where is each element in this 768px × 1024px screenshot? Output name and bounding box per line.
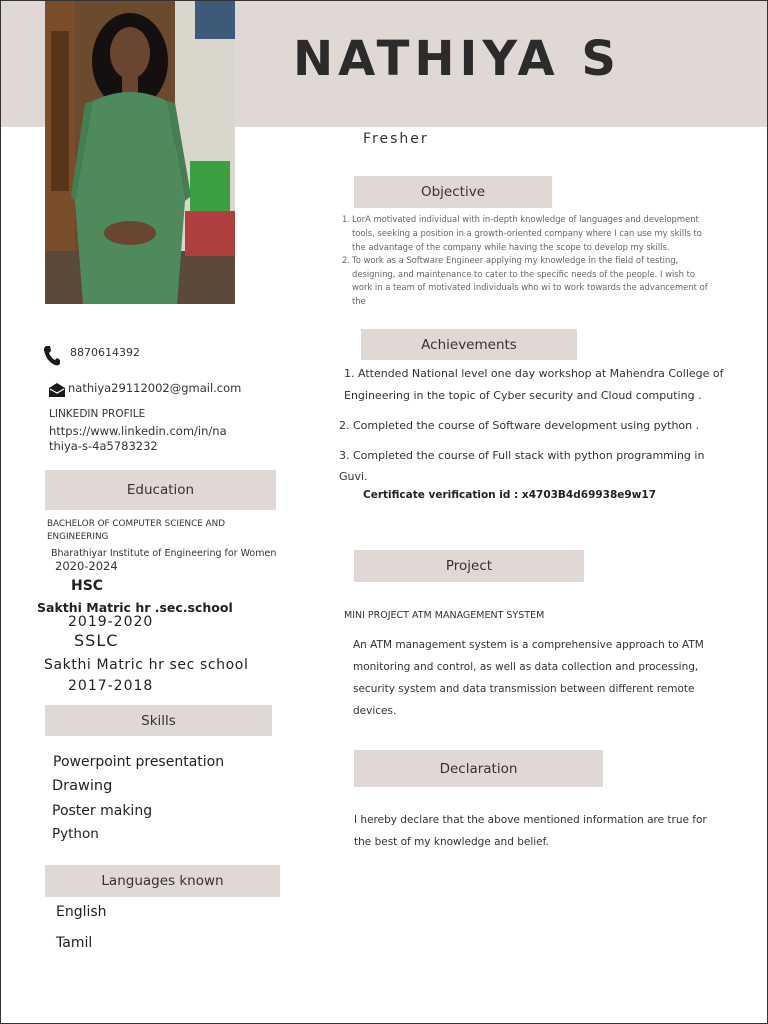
language-item: English [56,904,107,920]
objective-item1-line3: the advantage of the company while having the scope to develop my skills. [352,242,670,252]
project-heading: Project [354,550,584,582]
skill-item: Python [52,826,99,842]
hsc-years: 2019-2020 [68,614,154,630]
sslc-label: SSLC [74,631,119,650]
objective-item1-line1: LorA motivated individual with in-depth knowledge of languages and development [352,214,699,224]
project-title: MINI PROJECT ATM MANAGEMENT SYSTEM [344,610,545,621]
sslc-years: 2017-2018 [68,678,154,694]
phone-icon [43,345,61,367]
project-line2: monitoring and control, as well as data collection and processing, [353,661,699,673]
sslc-school: Sakthi Matric hr sec school [44,657,249,673]
candidate-subtitle: Fresher [363,131,429,147]
phone-number: 8870614392 [70,346,140,359]
linkedin-url-line2: thiya-s-4a5783232 [49,439,158,453]
skill-item: Powerpoint presentation [53,754,225,770]
hsc-school: Sakthi Matric hr .sec.school [37,600,233,615]
hsc-label: HSC [71,578,104,594]
achievement-3-line2: Guvi. [339,470,368,483]
email-address: nathiya29112002@gmail.com [68,381,242,395]
achievements-heading: Achievements [361,329,577,360]
degree-line1: BACHELOR OF COMPUTER SCIENCE AND [47,519,225,529]
objective-item1-number: 1. [342,214,350,224]
achievement-3-line1: 3. Completed the course of Full stack with python programming in [339,449,705,462]
project-line4: devices. [353,705,397,717]
education-heading: Education [45,470,276,510]
linkedin-url-line1: https://www.linkedin.com/in/na [49,424,227,438]
college-years: 2020-2024 [55,559,118,573]
candidate-name: NATHIYA S [293,31,621,87]
objective-item1-line2: tools, seeking a position in a growth-oriented company where I can use my skills to [352,228,702,238]
language-item: Tamil [56,935,93,951]
achievement-1-line2: Engineering in the topic of Cyber security and Cloud computing . [344,389,702,402]
languages-heading: Languages known [45,865,280,897]
objective-item2-line1: To work as a Software Engineer applying my knowledge in the field of testing, [352,255,679,265]
skills-heading: Skills [45,705,272,736]
declaration-line1: I hereby declare that the above mentioned information are true for [354,814,707,826]
objective-item2-line3: work in a team of motivated individuals who wi to work towards the advancement of [352,282,708,292]
declaration-heading: Declaration [354,750,603,787]
objective-item2-line4: the [352,296,366,306]
linkedin-label: LINKEDIN PROFILE [49,408,146,420]
certificate-id: Certificate verification id : x4703B4d69938e9w17 [363,489,657,501]
achievement-1-line1: 1. Attended National level one day workshop at Mahendra College of [344,367,724,380]
project-line1: An ATM management system is a comprehensive approach to ATM [353,639,704,651]
college-name: Bharathiyar Institute of Engineering for Women [51,548,277,559]
project-line3: security system and data transmission between different remote [353,683,695,695]
skill-item: Drawing [52,778,113,794]
achievement-2: 2. Completed the course of Software development using python . [339,419,700,432]
objective-item2-line2: designing, and maintenance to cater to the specific needs of the people. I wish to [352,269,695,279]
email-icon [49,383,65,397]
objective-item2-number: 2. [342,255,350,265]
profile-photo [45,1,235,304]
degree-line2: ENGINEERING [47,532,109,542]
skill-item: Poster making [52,803,153,819]
declaration-line2: the best of my knowledge and belief. [354,836,549,848]
objective-heading: Objective [354,176,552,208]
